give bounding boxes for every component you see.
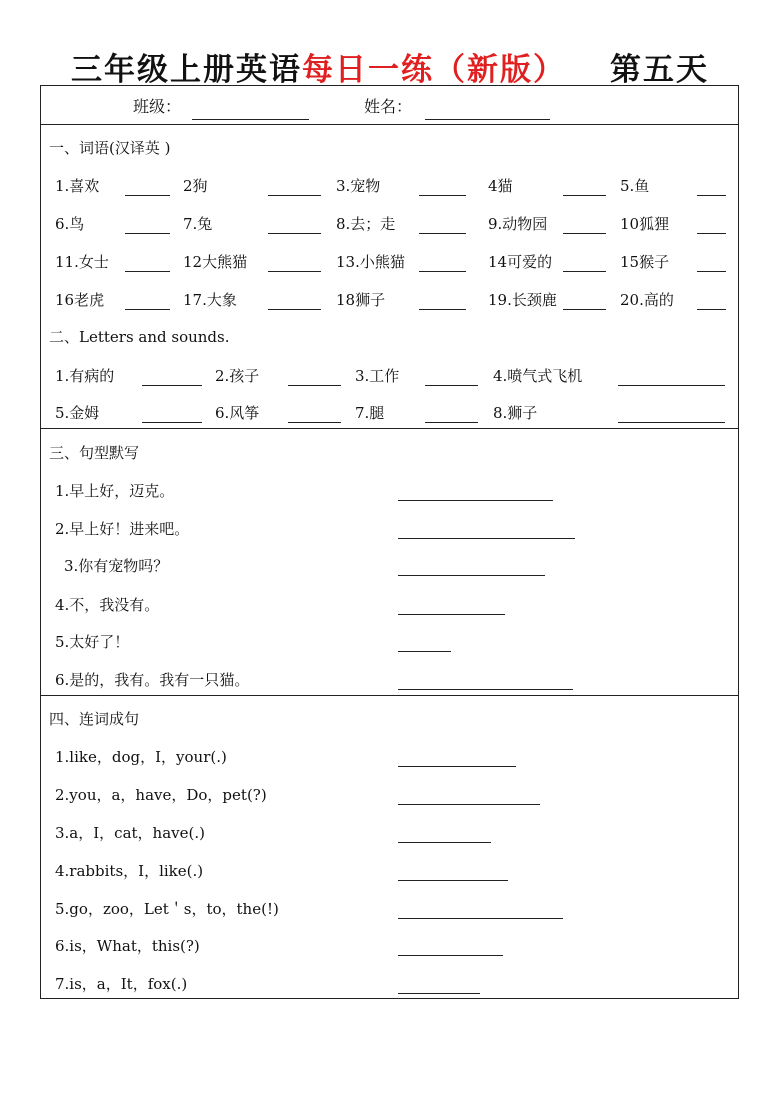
answer-blank[interactable] xyxy=(697,195,726,196)
name-label: 姓名： xyxy=(364,97,413,116)
vocab-item: 14可爱的 xyxy=(488,253,553,271)
answer-blank[interactable] xyxy=(268,271,321,272)
sentence-item: 5.太好了！ xyxy=(55,633,130,651)
answer-blank[interactable] xyxy=(419,271,466,272)
answer-blank[interactable] xyxy=(697,233,726,234)
reorder-item: 2.you，a，have，Do，pet(?) xyxy=(55,786,267,804)
answer-blank[interactable] xyxy=(398,651,451,652)
letters-item: 2.孩子 xyxy=(215,367,260,385)
vocab-item: 13.小熊猫 xyxy=(336,253,405,271)
vocab-item: 10狐狸 xyxy=(620,215,670,233)
letters-item: 3.工作 xyxy=(355,367,400,385)
name-field[interactable] xyxy=(425,119,550,120)
answer-blank[interactable] xyxy=(288,385,341,386)
letters-item: 7.腿 xyxy=(355,404,385,422)
answer-blank[interactable] xyxy=(398,538,575,539)
reorder-item: 3.a，I，cat，have(.) xyxy=(55,824,205,842)
answer-blank[interactable] xyxy=(125,233,170,234)
answer-blank[interactable] xyxy=(398,575,545,576)
answer-blank[interactable] xyxy=(398,955,503,956)
reorder-item: 4.rabbits，I，like(.) xyxy=(55,862,204,880)
vocab-item: 20.高的 xyxy=(620,291,674,309)
answer-blank[interactable] xyxy=(425,422,478,423)
letters-item: 5.金姆 xyxy=(55,404,100,422)
answer-blank[interactable] xyxy=(268,309,321,310)
answer-blank[interactable] xyxy=(398,842,491,843)
letters-item: 4.喷气式飞机 xyxy=(493,367,583,385)
answer-blank[interactable] xyxy=(268,195,321,196)
letters-item: 1.有病的 xyxy=(55,367,115,385)
vocab-item: 2狗 xyxy=(183,177,208,195)
vocab-item: 7.兔 xyxy=(183,215,213,233)
class-label: 班级： xyxy=(133,97,182,116)
answer-blank[interactable] xyxy=(697,271,726,272)
reorder-item: 1.like，dog，I，your(.) xyxy=(55,748,227,766)
vocab-item: 17.大象 xyxy=(183,291,237,309)
section2-heading: 二、Letters and sounds. xyxy=(49,328,230,346)
answer-blank[interactable] xyxy=(398,880,508,881)
answer-blank[interactable] xyxy=(398,918,563,919)
sentence-item: 3.你有宠物吗？ xyxy=(64,557,169,575)
worksheet-title xyxy=(0,44,780,89)
sentence-item: 2.早上好！进来吧。 xyxy=(55,520,190,538)
title-highlight: 每日一练（新版） xyxy=(302,52,566,88)
answer-blank[interactable] xyxy=(697,309,726,310)
vocab-item: 6.鸟 xyxy=(55,215,85,233)
answer-blank[interactable] xyxy=(419,233,466,234)
class-field[interactable] xyxy=(192,119,309,120)
answer-blank[interactable] xyxy=(425,385,478,386)
divider xyxy=(40,428,739,429)
reorder-item: 7.is，a，It，fox(.) xyxy=(55,975,188,993)
vocab-item: 16老虎 xyxy=(55,291,105,309)
answer-blank[interactable] xyxy=(142,422,202,423)
answer-blank[interactable] xyxy=(563,233,606,234)
vocab-item: 15猴子 xyxy=(620,253,670,271)
answer-blank[interactable] xyxy=(142,385,202,386)
vocab-item: 3.宠物 xyxy=(336,177,381,195)
answer-blank[interactable] xyxy=(618,422,725,423)
answer-blank[interactable] xyxy=(125,195,170,196)
answer-blank[interactable] xyxy=(398,614,505,615)
answer-blank[interactable] xyxy=(563,309,606,310)
letters-item: 6.风筝 xyxy=(215,404,260,422)
answer-blank[interactable] xyxy=(125,271,170,272)
answer-blank[interactable] xyxy=(618,385,725,386)
answer-blank[interactable] xyxy=(419,195,466,196)
divider xyxy=(40,695,739,696)
title-day: 第五天 xyxy=(610,52,709,88)
vocab-item: 18狮子 xyxy=(336,291,386,309)
reorder-item: 5.go，zoo，Let＇s，to，the(!) xyxy=(55,900,279,918)
letters-item: 8.狮子 xyxy=(493,404,538,422)
section3-heading: 三、句型默写 xyxy=(49,444,140,462)
answer-blank[interactable] xyxy=(419,309,466,310)
answer-blank[interactable] xyxy=(398,804,540,805)
title-main: 三年级上册英语 xyxy=(71,52,302,88)
answer-blank[interactable] xyxy=(268,233,321,234)
sentence-item: 4.不，我没有。 xyxy=(55,596,160,614)
section4-heading: 四、连词成句 xyxy=(49,710,140,728)
answer-blank[interactable] xyxy=(398,993,480,994)
reorder-item: 6.is，What，this(?) xyxy=(55,937,200,955)
answer-blank[interactable] xyxy=(125,309,170,310)
answer-blank[interactable] xyxy=(563,195,606,196)
answer-blank[interactable] xyxy=(398,689,573,690)
vocab-item: 5.鱼 xyxy=(620,177,650,195)
sentence-item: 1.早上好，迈克。 xyxy=(55,482,175,500)
answer-blank[interactable] xyxy=(398,766,516,767)
vocab-item: 19.长颈鹿 xyxy=(488,291,557,309)
vocab-item: 12大熊猫 xyxy=(183,253,248,271)
vocab-item: 11.女士 xyxy=(55,253,109,271)
section1-heading: 一、词语(汉译英 ) xyxy=(49,139,171,157)
answer-blank[interactable] xyxy=(398,500,553,501)
sentence-item: 6.是的，我有。我有一只猫。 xyxy=(55,671,250,689)
vocab-item: 4猫 xyxy=(488,177,513,195)
answer-blank[interactable] xyxy=(563,271,606,272)
vocab-item: 1.喜欢 xyxy=(55,177,100,195)
answer-blank[interactable] xyxy=(288,422,341,423)
vocab-item: 9.动物园 xyxy=(488,215,548,233)
divider xyxy=(40,124,739,125)
vocab-item: 8.去；走 xyxy=(336,215,396,233)
